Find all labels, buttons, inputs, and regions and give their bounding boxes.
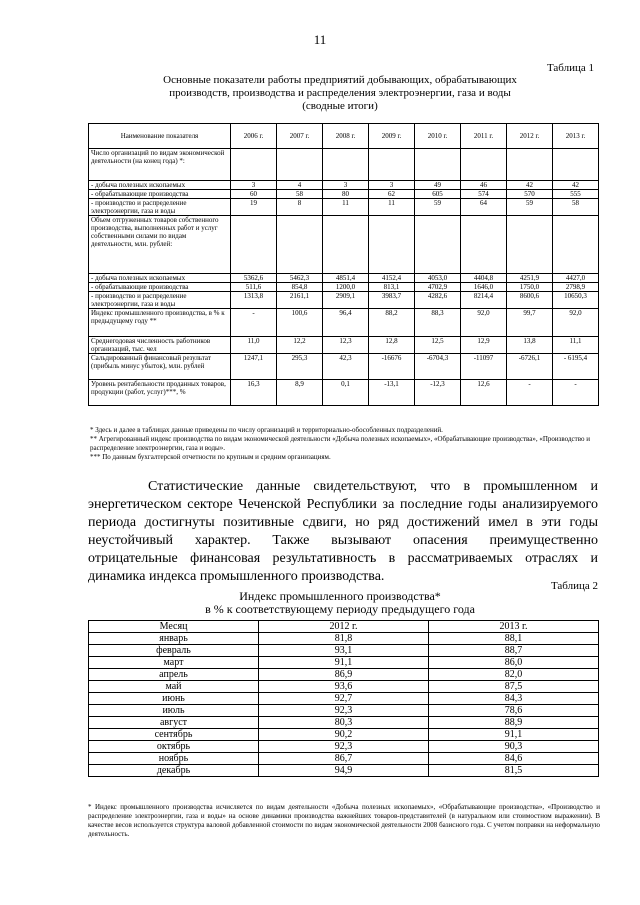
value-cell: 11,0 — [231, 337, 277, 354]
value-cell: 3 — [323, 181, 369, 190]
row-label-cell: Уровень рентабельности проданных товаров, продукции (работ, услуг)***, % — [89, 380, 231, 406]
value-cell: 4152,4 — [369, 274, 415, 283]
value-cell: 555 — [553, 190, 599, 199]
value-cell: 42 — [553, 181, 599, 190]
table-row — [89, 729, 599, 741]
header-cell: 2009 г. — [369, 124, 415, 149]
value-cell — [231, 216, 277, 274]
row-label-cell: - производство и распределение электроэнергии, газа и воды — [89, 292, 231, 309]
value-cell — [553, 216, 599, 274]
row-label-cell: ноябрь — [89, 753, 259, 765]
value-cell: 4 — [277, 181, 323, 190]
value-cell: 10650,3 — [553, 292, 599, 309]
table-row — [89, 681, 599, 693]
value-cell: 86,0 — [429, 657, 599, 669]
table-header-row — [89, 621, 599, 633]
value-cell: 62 — [369, 190, 415, 199]
value-cell: -6704,3 — [415, 354, 461, 380]
value-cell — [507, 149, 553, 181]
value-cell: 81,8 — [259, 633, 429, 645]
table-row — [89, 274, 599, 283]
row-label-cell: сентябрь — [89, 729, 259, 741]
value-cell: 8600,6 — [507, 292, 553, 309]
value-cell: 96,4 — [323, 309, 369, 337]
value-cell: 8,9 — [277, 380, 323, 406]
value-cell: 16,3 — [231, 380, 277, 406]
table-header-row — [89, 124, 599, 149]
table-row — [89, 753, 599, 765]
value-cell: 92,3 — [259, 705, 429, 717]
table-row — [89, 337, 599, 354]
value-cell: -12,3 — [415, 380, 461, 406]
table1-title-line: (сводные итоги) — [302, 100, 378, 112]
value-cell: 570 — [507, 190, 553, 199]
value-cell: 3 — [231, 181, 277, 190]
value-cell: 88,1 — [429, 633, 599, 645]
header-cell: 2007 г. — [277, 124, 323, 149]
table-row — [89, 149, 599, 181]
value-cell: 12,8 — [369, 337, 415, 354]
value-cell: 5362,6 — [231, 274, 277, 283]
value-cell: 94,9 — [259, 765, 429, 777]
value-cell: 84,6 — [429, 753, 599, 765]
value-cell: 13,8 — [507, 337, 553, 354]
table1-label: Таблица 1 — [546, 62, 594, 74]
header-cell: 2013 г. — [553, 124, 599, 149]
table-row — [89, 741, 599, 753]
table-row — [89, 216, 599, 274]
table-row — [89, 354, 599, 380]
table2-title-line: в % к соответствующему периоду предыдущего года — [205, 602, 475, 616]
row-label-cell: декабрь — [89, 765, 259, 777]
value-cell: 46 — [461, 181, 507, 190]
value-cell: 93,6 — [259, 681, 429, 693]
header-cell: 2013 г. — [429, 621, 599, 633]
value-cell: 11,1 — [553, 337, 599, 354]
value-cell: 42 — [507, 181, 553, 190]
value-cell — [277, 216, 323, 274]
row-label-cell: январь — [89, 633, 259, 645]
footnote: ** Агрегированный индекс производства по видам экономической деятельности «Добыча полезных ископаемых», «Обрабатывающие производства», «Производство и распределение электроэнергии, газа и воды». — [90, 435, 590, 452]
row-label-cell: Среднегодовая численность работников организаций, тыс. чел — [89, 337, 231, 354]
page-number: 11 — [313, 32, 327, 47]
row-label-cell: февраль — [89, 645, 259, 657]
value-cell — [323, 216, 369, 274]
value-cell: 91,1 — [429, 729, 599, 741]
value-cell: 11 — [369, 199, 415, 216]
value-cell: 58 — [553, 199, 599, 216]
value-cell: 4427,0 — [553, 274, 599, 283]
value-cell — [323, 149, 369, 181]
table-row — [89, 199, 599, 216]
table-row — [89, 657, 599, 669]
row-label-cell: - производство и распределение электроэнергии, газа и воды — [89, 199, 231, 216]
value-cell: 4053,0 — [415, 274, 461, 283]
row-label-cell: Объем отгруженных товаров собственного производства, выполненных работ и услуг собственными силами по видам деятельности, млн. рублей: — [89, 216, 231, 274]
value-cell — [461, 216, 507, 274]
table-row — [89, 190, 599, 199]
row-label-cell: Индекс промышленного производства, в % к предыдущему году ** — [89, 309, 231, 337]
value-cell: 1750,0 — [507, 283, 553, 292]
value-cell: 88,7 — [429, 645, 599, 657]
value-cell: 1646,0 — [461, 283, 507, 292]
value-cell: 12,6 — [461, 380, 507, 406]
value-cell: 42,3 — [323, 354, 369, 380]
table-row — [89, 705, 599, 717]
table-row — [89, 693, 599, 705]
value-cell: - 6195,4 — [553, 354, 599, 380]
value-cell: -13,1 — [369, 380, 415, 406]
value-cell — [461, 149, 507, 181]
value-cell: 12,2 — [277, 337, 323, 354]
value-cell — [277, 149, 323, 181]
table-row — [89, 645, 599, 657]
value-cell: - — [507, 380, 553, 406]
value-cell: 90,2 — [259, 729, 429, 741]
row-label-cell: март — [89, 657, 259, 669]
row-label-cell: - добыча полезных ископаемых — [89, 274, 231, 283]
table-row — [89, 669, 599, 681]
value-cell: 92,0 — [553, 309, 599, 337]
header-cell: 2008 г. — [323, 124, 369, 149]
value-cell: 1247,1 — [231, 354, 277, 380]
row-label-cell: Сальдированный финансовый результат (прибыль минус убыток), млн. рублей — [89, 354, 231, 380]
table2-title-line: Индекс промышленного производства* — [239, 589, 441, 603]
value-cell: 49 — [415, 181, 461, 190]
value-cell: 12,5 — [415, 337, 461, 354]
value-cell: 87,5 — [429, 681, 599, 693]
value-cell — [415, 216, 461, 274]
value-cell: 99,7 — [507, 309, 553, 337]
row-label-cell: октябрь — [89, 741, 259, 753]
value-cell: 4851,4 — [323, 274, 369, 283]
value-cell: 90,3 — [429, 741, 599, 753]
table-row — [89, 181, 599, 190]
row-label-cell: - добыча полезных ископаемых — [89, 181, 231, 190]
value-cell — [369, 216, 415, 274]
value-cell: 5462,3 — [277, 274, 323, 283]
value-cell: 8214,4 — [461, 292, 507, 309]
value-cell: 8 — [277, 199, 323, 216]
value-cell: 3 — [369, 181, 415, 190]
header-cell: 2011 г. — [461, 124, 507, 149]
value-cell: 1313,8 — [231, 292, 277, 309]
value-cell: 854,8 — [277, 283, 323, 292]
table2-title — [100, 590, 580, 616]
value-cell — [415, 149, 461, 181]
value-cell: - — [231, 309, 277, 337]
value-cell: 86,9 — [259, 669, 429, 681]
value-cell: 19 — [231, 199, 277, 216]
value-cell: 511,6 — [231, 283, 277, 292]
table-row — [89, 765, 599, 777]
row-label-cell: июнь — [89, 693, 259, 705]
value-cell: 64 — [461, 199, 507, 216]
value-cell: 88,2 — [369, 309, 415, 337]
value-cell: 11 — [323, 199, 369, 216]
value-cell: 78,6 — [429, 705, 599, 717]
value-cell: 2161,1 — [277, 292, 323, 309]
value-cell: 574 — [461, 190, 507, 199]
header-cell: Месяц — [89, 621, 259, 633]
row-label-cell: Число организаций по видам экономической деятельности (на конец года) *: — [89, 149, 231, 181]
footnote: * Здесь и далее в таблицах данные приведены по числу организаций и территориально-обособленных подразделений. — [90, 426, 443, 434]
header-cell: 2012 г. — [507, 124, 553, 149]
value-cell: 295,3 — [277, 354, 323, 380]
value-cell: 2798,9 — [553, 283, 599, 292]
value-cell: 59 — [507, 199, 553, 216]
value-cell: 91,1 — [259, 657, 429, 669]
value-cell: 80 — [323, 190, 369, 199]
value-cell: 86,7 — [259, 753, 429, 765]
value-cell: 4282,6 — [415, 292, 461, 309]
row-label-cell: август — [89, 717, 259, 729]
row-label-cell: июль — [89, 705, 259, 717]
value-cell: - — [553, 380, 599, 406]
value-cell: 92,0 — [461, 309, 507, 337]
value-cell: -6726,1 — [507, 354, 553, 380]
value-cell: 100,6 — [277, 309, 323, 337]
value-cell: 88,9 — [429, 717, 599, 729]
footnote: *** По данным бухгалтерской отчетности по крупным и средним организациям. — [90, 453, 331, 461]
value-cell: 3983,7 — [369, 292, 415, 309]
value-cell: 92,7 — [259, 693, 429, 705]
table-row — [89, 380, 599, 406]
table2 — [88, 620, 599, 777]
value-cell: 4702,9 — [415, 283, 461, 292]
value-cell: 12,9 — [461, 337, 507, 354]
value-cell: 60 — [231, 190, 277, 199]
value-cell: 82,0 — [429, 669, 599, 681]
header-cell: 2006 г. — [231, 124, 277, 149]
table-row — [89, 717, 599, 729]
value-cell: 58 — [277, 190, 323, 199]
table1-footnotes — [90, 426, 595, 462]
value-cell: 84,3 — [429, 693, 599, 705]
value-cell — [553, 149, 599, 181]
value-cell: 93,1 — [259, 645, 429, 657]
header-cell: 2012 г. — [259, 621, 429, 633]
value-cell: 80,3 — [259, 717, 429, 729]
value-cell: 813,1 — [369, 283, 415, 292]
value-cell: -11097 — [461, 354, 507, 380]
value-cell: 88,3 — [415, 309, 461, 337]
value-cell: 4251,9 — [507, 274, 553, 283]
table1 — [88, 123, 599, 406]
value-cell — [507, 216, 553, 274]
value-cell: 92,3 — [259, 741, 429, 753]
value-cell: 12,3 — [323, 337, 369, 354]
table1-title-line: Основные показатели работы предприятий добывающих, обрабатывающих — [163, 74, 517, 86]
value-cell — [369, 149, 415, 181]
value-cell: 2909,1 — [323, 292, 369, 309]
value-cell: 4404,8 — [461, 274, 507, 283]
table1-title-line: производств, производства и распределения электроэнергии, газа и воды — [169, 87, 511, 99]
value-cell: 605 — [415, 190, 461, 199]
header-cell: 2010 г. — [415, 124, 461, 149]
table-row — [89, 283, 599, 292]
table2-footnote: * Индекс промышленного производства исчисляется по видам деятельности «Добыча полезных ископаемых», «Обрабатывающие производства», «Производство и распределение электроэнергии, газа и воды» на основе динамики производства важнейших товаров-представителей (в натуральном или стоимостном выражении). В качестве весов используется структура валовой добавленной стоимости по видам экономической деятельности 2008 базисного года. С учетом поправки на неформальную деятельность. — [88, 803, 600, 838]
value-cell: -16676 — [369, 354, 415, 380]
body-paragraph: Статистические данные свидетельствуют, что в промышленном и энергетическом секторе Чеченской Республики за последние годы анализируемого периода достигнуты позитивные сдвиги, но ряд достижений имел в эти годы неустойчивый характер. Также вызывают опасения преимущественно отрицательные финансовая результативность в рассматриваемых отраслях и динамика индекса промышленного производства. — [88, 479, 598, 584]
table1-title — [100, 74, 580, 113]
row-label-cell: - обрабатывающие производства — [89, 190, 231, 199]
row-label-cell: - обрабатывающие производства — [89, 283, 231, 292]
value-cell: 81,5 — [429, 765, 599, 777]
value-cell: 0,1 — [323, 380, 369, 406]
table-row — [89, 292, 599, 309]
row-label-cell: май — [89, 681, 259, 693]
row-label-cell: апрель — [89, 669, 259, 681]
table-row — [89, 309, 599, 337]
value-cell — [231, 149, 277, 181]
value-cell: 59 — [415, 199, 461, 216]
table2-label: Таблица 2 — [550, 580, 598, 592]
table-row — [89, 633, 599, 645]
header-cell: Наименование показателя — [89, 124, 231, 149]
value-cell: 1200,0 — [323, 283, 369, 292]
